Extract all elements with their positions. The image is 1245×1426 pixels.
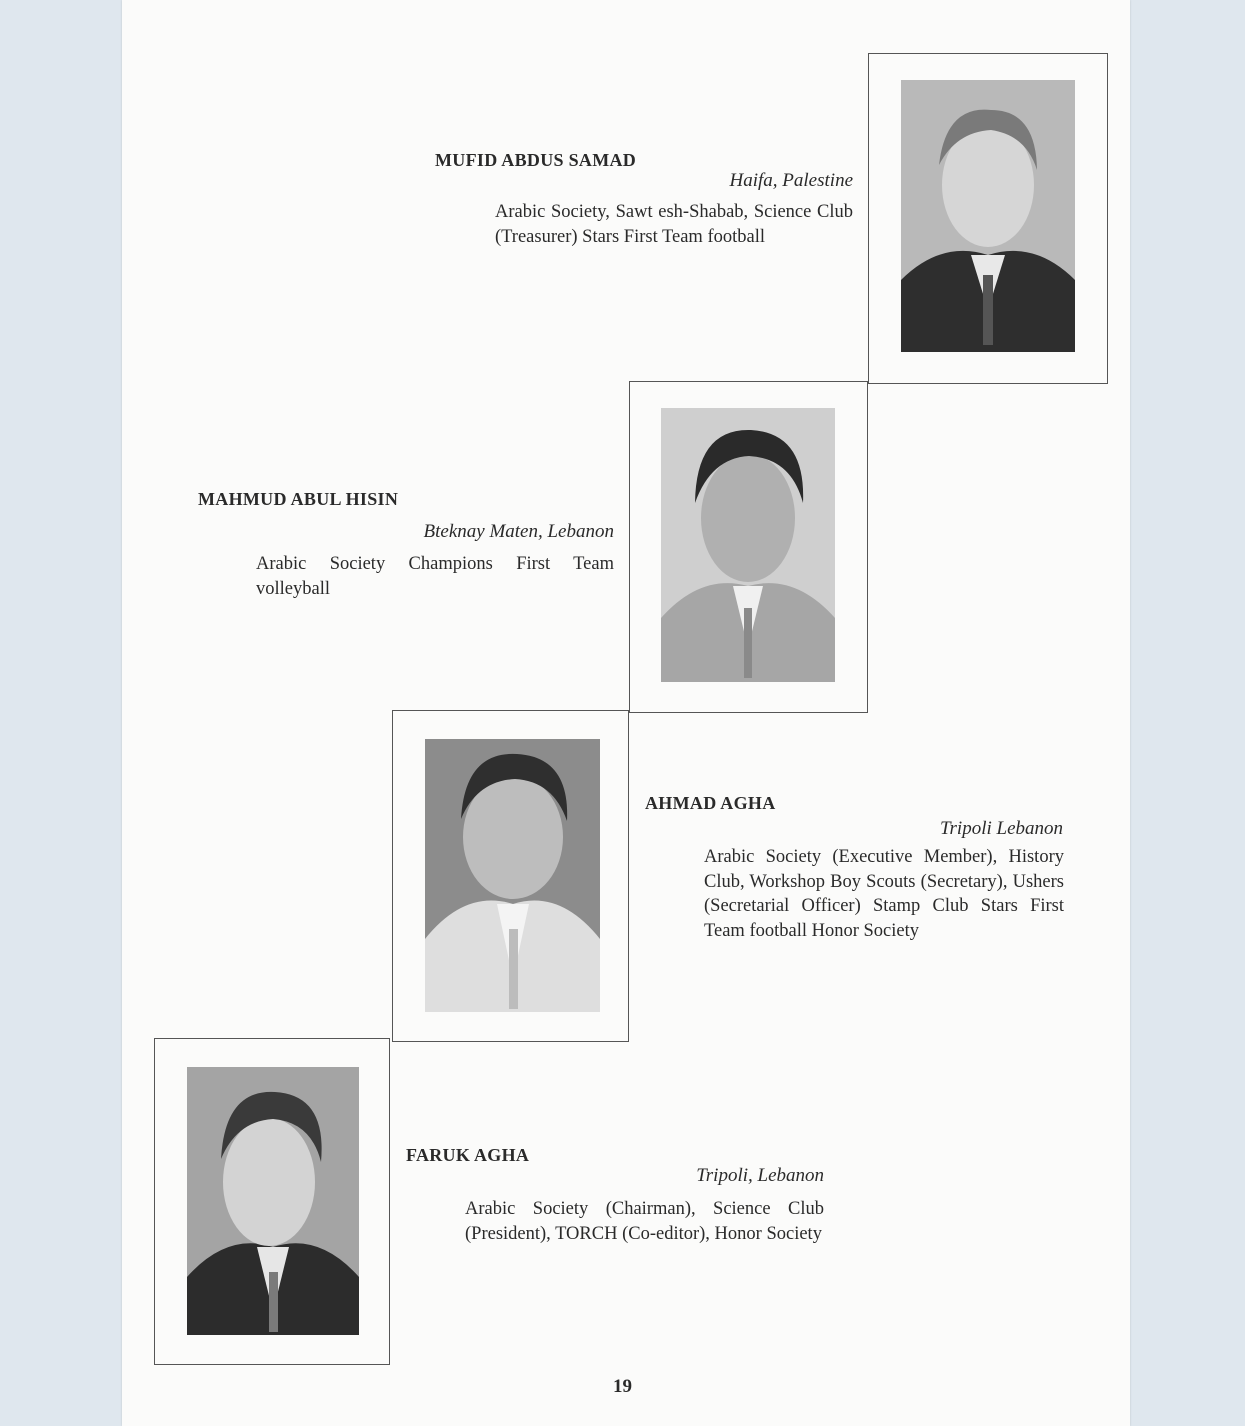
portrait-photo <box>661 408 835 682</box>
activities: Arabic Society (Executive Member), History Club, Workshop Boy Scouts (Secretary), Ushers (Secretarial Officer) Stamp Club Stars First Team football Honor Society <box>704 847 1064 941</box>
activities: Arabic Society, Sawt esh-Shabab, Science Club (Treasurer) Stars First Team football <box>495 202 853 247</box>
hometown: Tripoli, Lebanon <box>696 1165 824 1186</box>
activities: Arabic Society (Chairman), Science Club (President), TORCH (Co-editor), Honor Society <box>465 1199 824 1244</box>
portrait-photo <box>425 739 600 1012</box>
page-number: 19 <box>613 1376 632 1397</box>
portrait-photo <box>187 1067 359 1335</box>
student-name: AHMAD AGHA <box>645 793 776 813</box>
portrait-photo <box>901 80 1075 352</box>
hometown: Bteknay Maten, Lebanon <box>423 521 614 542</box>
student-name: MAHMUD ABUL HISIN <box>198 489 399 509</box>
hometown: Tripoli Lebanon <box>940 818 1063 839</box>
hometown: Haifa, Palestine <box>729 170 853 191</box>
student-name: FARUK AGHA <box>406 1145 530 1165</box>
activities: Arabic Society Champions First Team volleyball <box>256 554 614 599</box>
student-name: MUFID ABDUS SAMAD <box>435 150 637 170</box>
